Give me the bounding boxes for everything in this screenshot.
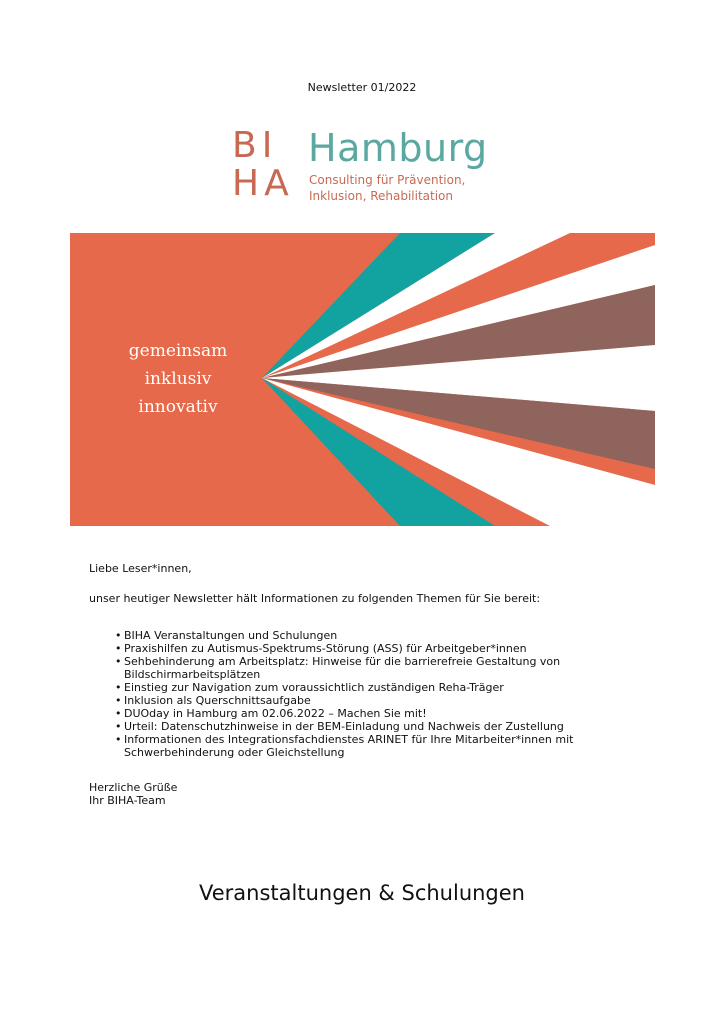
- hero-slogan: [70, 337, 286, 421]
- topic-item: • Informationen des Integrationsfachdienstes ARINET für Ihre Mitarbeiter*innen mit Schwerbehinderung oder Gleichstellung: [124, 733, 649, 759]
- intro-text: unser heutiger Newsletter hält Informationen zu folgenden Themen für Sie bereit:: [89, 592, 541, 605]
- logo-city: Hamburg: [308, 126, 488, 170]
- slogan-gemeinsam: gemeinsam: [128, 341, 228, 361]
- topic-item: • Urteil: Datenschutzhinweise in der BEM-Einladung und Nachweis der Zustellung: [124, 720, 649, 733]
- logo-ha: HA: [232, 163, 294, 204]
- logo-tagline: [309, 172, 465, 204]
- biha-logo: [232, 125, 502, 208]
- topic-item: • Einstieg zur Navigation zum voraussichtlich zuständigen Reha-Träger: [124, 681, 649, 694]
- topic-item: • DUOday in Hamburg am 02.06.2022 – Machen Sie mit!: [124, 707, 649, 720]
- hero-banner: [70, 233, 655, 526]
- slogan-inklusiv: inklusiv: [144, 369, 212, 389]
- topic-list: [89, 629, 649, 759]
- topic-item: • Praxishilfen zu Autismus-Spektrums-Störung (ASS) für Arbeitgeber*innen: [124, 642, 649, 655]
- topic-item: • Sehbehinderung am Arbeitsplatz: Hinweise für die barrierefreie Gestaltung von Bildschirmarbeitsplätzen: [124, 655, 649, 681]
- newsletter-issue: Newsletter 01/2022: [307, 81, 417, 94]
- closing: [89, 781, 177, 807]
- logo-tagline-line2: Inklusion, Rehabilitation: [309, 189, 453, 203]
- logo-tagline-line1: Consulting für Prävention,: [309, 173, 466, 187]
- closing-greeting: Herzliche Grüße: [89, 781, 178, 794]
- topic-item: • BIHA Veranstaltungen und Schulungen: [124, 629, 649, 642]
- logo-bi: BI: [232, 125, 278, 166]
- closing-signature: Ihr BIHA-Team: [89, 794, 166, 807]
- topic-item: • Inklusion als Querschnittsaufgabe: [124, 694, 649, 707]
- newsletter-intro: [89, 562, 649, 759]
- section-heading: Veranstaltungen & Schulungen: [199, 881, 525, 905]
- greeting: Liebe Leser*innen,: [89, 562, 192, 575]
- slogan-innovativ: innovativ: [138, 397, 218, 417]
